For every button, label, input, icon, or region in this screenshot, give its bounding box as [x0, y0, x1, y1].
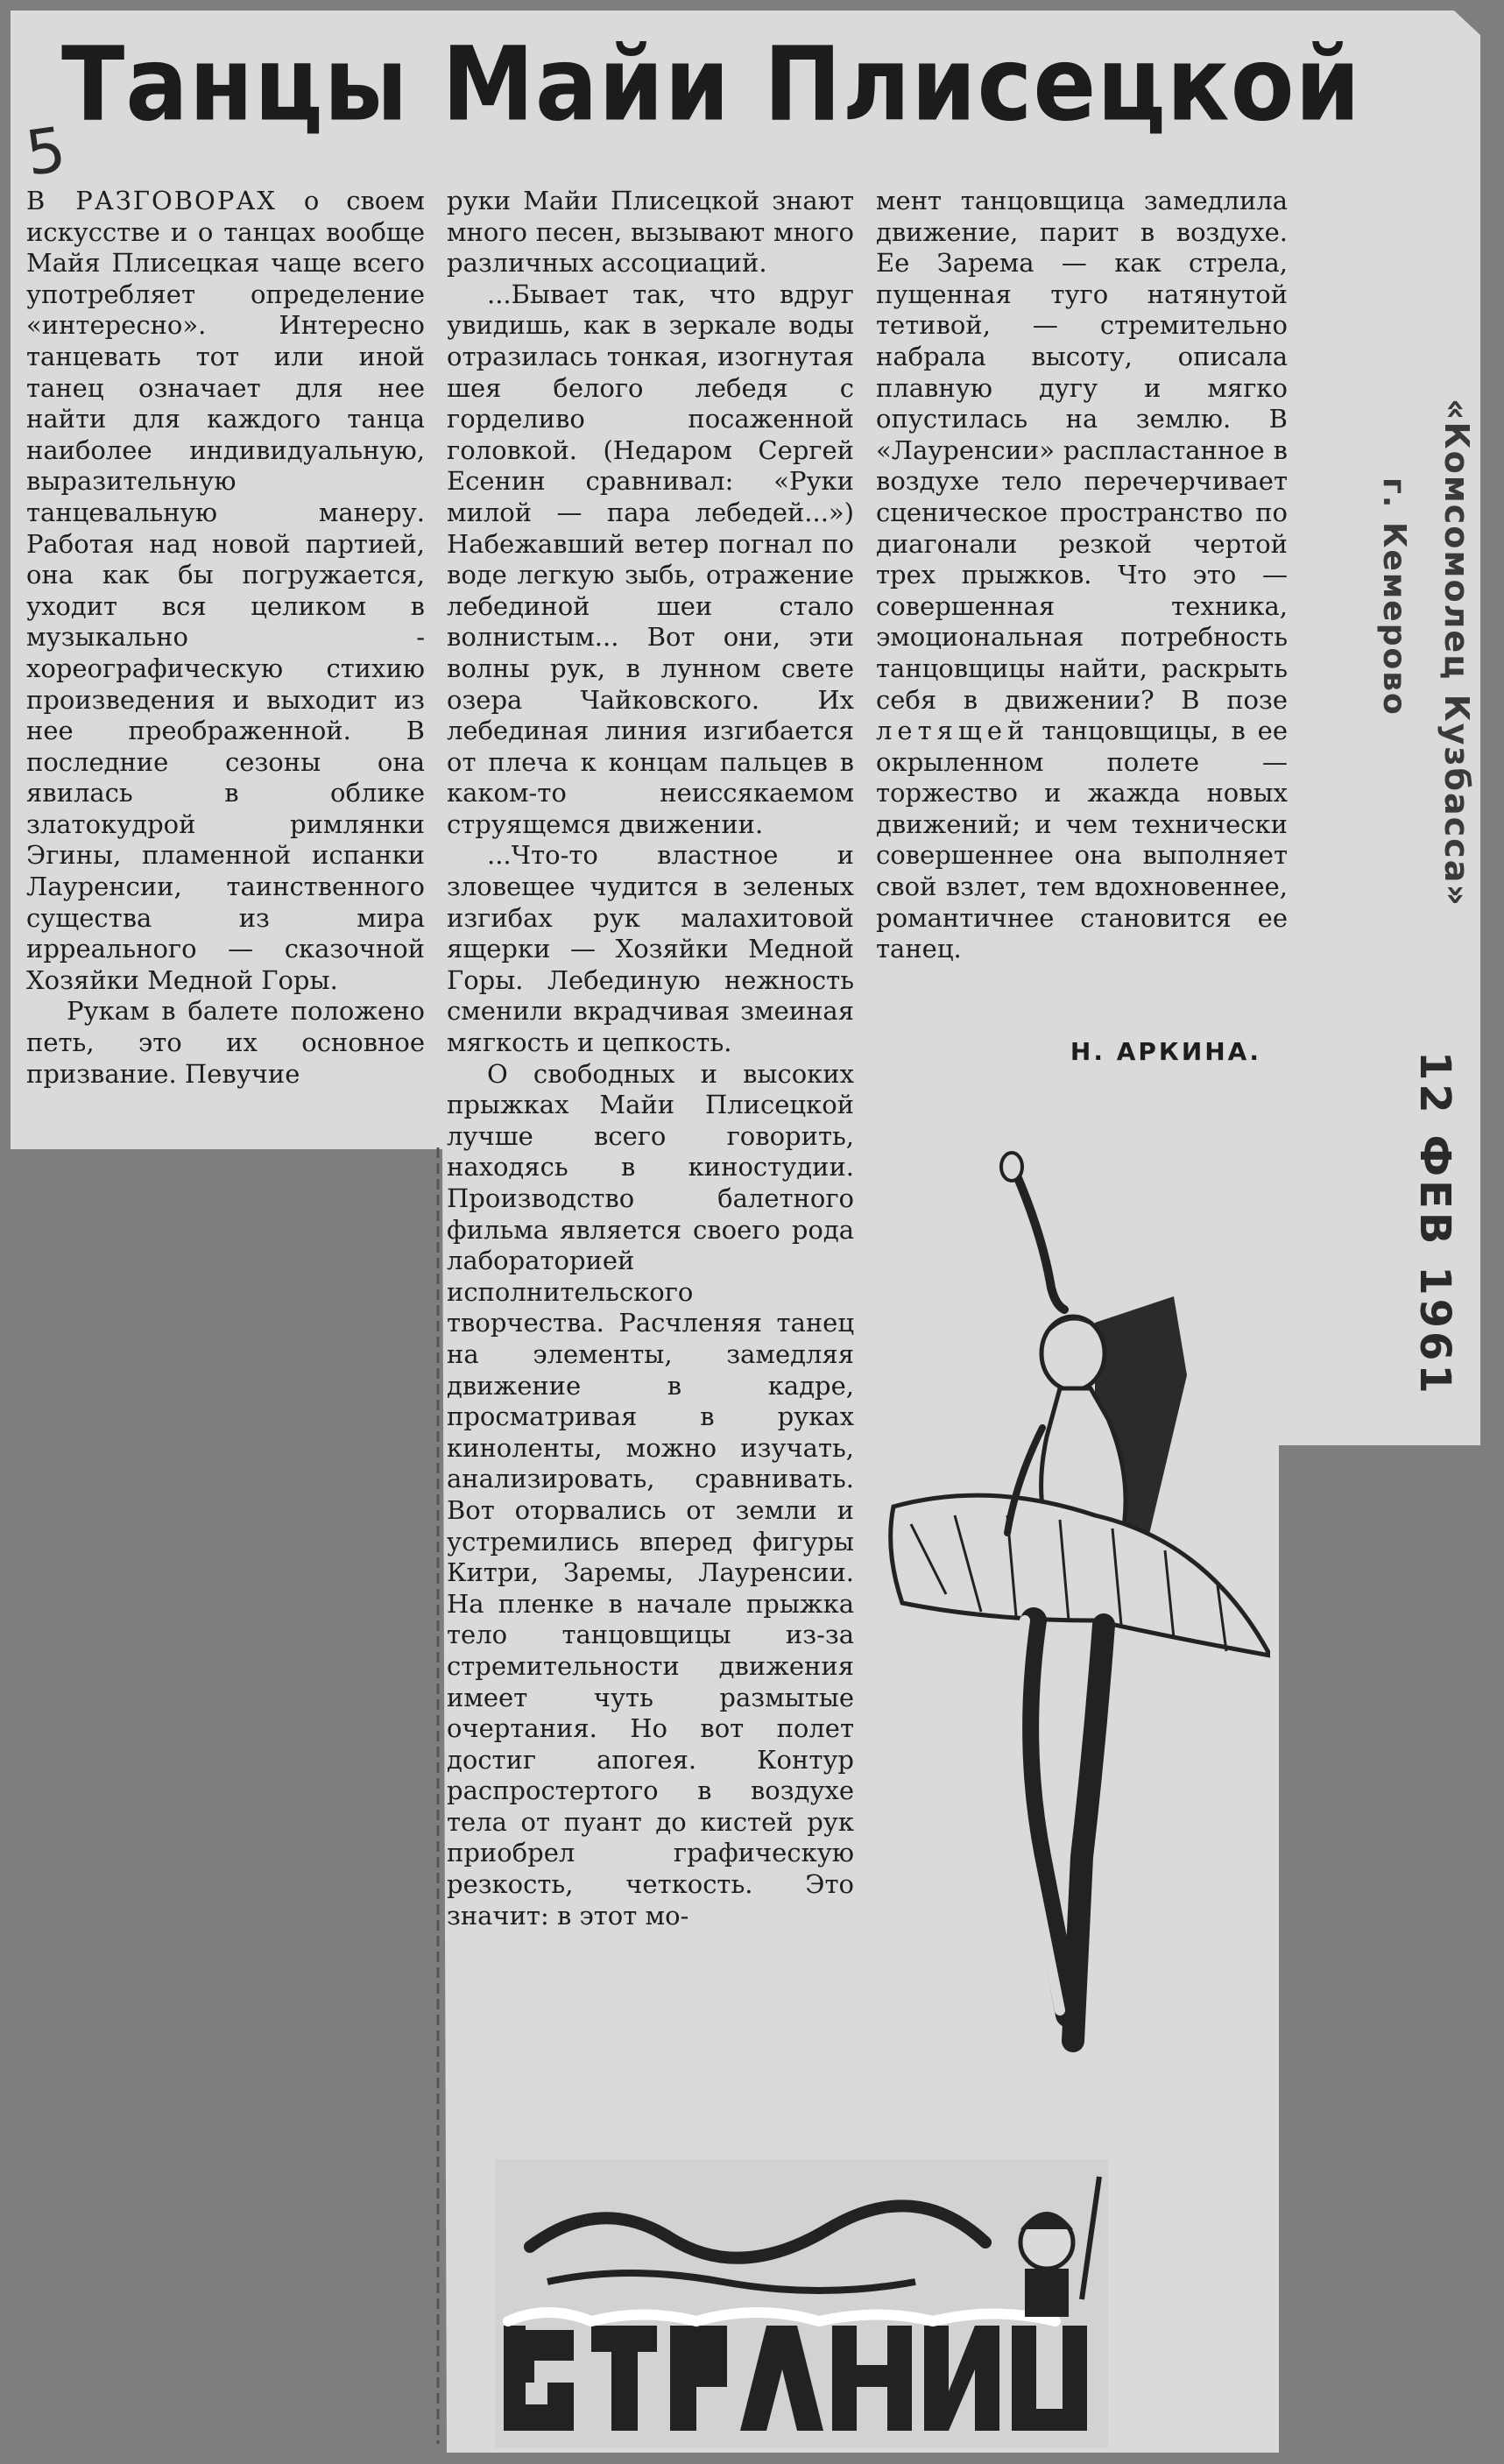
block-letter-3 [591, 2326, 657, 2352]
column3-text-a: мент танцовщица замедлила движение, парит в воздухе. Ее Зарема — как стрела, пущенная туго натянутой тетивой, — стремительно набрала высоту, описала плавную дугу и мягко опустилась на землю. В «Лауренсии» распластанное в воздухе тело перечерчивает сценическое пространство по диагонали резкой чертой трех прыжков. Что это — совершенная техника, эмоциональная потребность танцовщицы найти, раскрыть себя в движении? В позе [876, 186, 1288, 715]
column3-text-b: танцовщицы, в ее окрыленном полете — торжество и жажда новых движений; и чем технически совершеннее она выполняет свой взлет, тем вдохновеннее, романтичнее становится ее танец. [876, 716, 1288, 964]
column2-paragraph-4: О свободных и высоких прыжках Майи Плисецкой лучше всего говорить, находясь в киностудии. Производство балетного фильма является своего рода лабораторией исполнительского творчества. Расчленяя танец на элементы, замедляя движение в кадре, просматривая в руках киноленты, можно изучать, анализировать, сравнивать. Вот оторвались от земли и устремились вперед фигуры Китри, Заремы, Лауренсии. На пленке в начале прыжка тело танцовщицы из-за стремительности движения имеет чуть размытые очертания. Но вот полет достиг апогея. Контур распростертого в воздухе тела от пуант до кистей рук приобрел графическую резкость, четкость. Это значит: в этот мо- [447, 1058, 854, 1931]
article-column-2 [447, 186, 854, 1931]
handwritten-page-number: 5 [21, 113, 71, 190]
date-stamp: 12 ФЕВ 1961 [1410, 1051, 1459, 1397]
spaced-word: летящей [876, 716, 1030, 746]
article-column-3 [876, 186, 1288, 965]
author-signature: Н. АРКИНА. [1070, 1037, 1261, 1066]
character-body [1025, 2269, 1069, 2317]
tutu [891, 1495, 1270, 1656]
column1-paragraph-1-text: о своем искусстве и о танцах вообще Майя Плисецкая чаще всего употребляет определение «интересно». Интересно танцевать тот или иной танец означает для нее найти для каждого танца наиболее индивидуальную, выразительную танцевальную манеру. Работая над новой партией, она как бы погружается, уходит вся целиком в музыкально - хореографическую стихию произведения и выходит из нее преображенной. В последние сезоны она явилась в облике златокудрой римлянки Эгины, пламенной испанки Лауренсии, таинственного существа из мира ирреального — сказочной Хозяйки Медной Горы. [26, 186, 425, 995]
ballerina-illustration [885, 1130, 1270, 2067]
column1-paragraph-1 [26, 186, 425, 996]
page-banner-illustration [495, 2159, 1108, 2448]
raised-arm [1016, 1174, 1064, 1310]
column3-paragraph-1 [876, 186, 1288, 965]
right-leg [1073, 1625, 1104, 2041]
city-stamp: г. Кемерово [1376, 477, 1412, 717]
lead-word: В РАЗГОВОРАХ [26, 186, 277, 215]
column2-paragraph-3: ...Что-то властное и зловещее чудится в зеленых изгибах рук малахитовой ящерки — Хозяйки Медной Горы. Лебединую нежность сменили вкрадчивая змеиная мягкость и цепкость. [447, 840, 854, 1058]
column1-paragraph-2: Рукам в балете положено петь, это их основное призвание. Певучие [26, 996, 425, 1089]
article-headline: Танцы Майи Плисецкой [61, 25, 1361, 145]
article-column-1 [26, 186, 425, 1090]
hand [1001, 1153, 1022, 1181]
column2-paragraph-2: ...Бывает так, что вдруг увидишь, как в зеркале воды отразилась тонкая, изогнутая шея белого лебедя с горделиво посаженной головкой. (Недаром Сергей Есенин сравнивал: «Руки милой — пара лебедей...») Набежавший ветер погнал по воде легкую зыбь, отражение лебединой шеи стало волнистым... Вот они, эти волны рук, в лунном свете озера Чайковского. Их лебединая линия изгибается от плеча к концам пальцев в каком-то неиссякаемом струящемся движении. [447, 279, 854, 839]
column2-paragraph-1: руки Майи Плисецкой знают много песен, вызывают много различных ассоциаций. [447, 186, 854, 279]
block-letter-3-stem [611, 2352, 638, 2431]
newspaper-stamp: «Комсомолец Кузбасса» [1437, 399, 1476, 907]
